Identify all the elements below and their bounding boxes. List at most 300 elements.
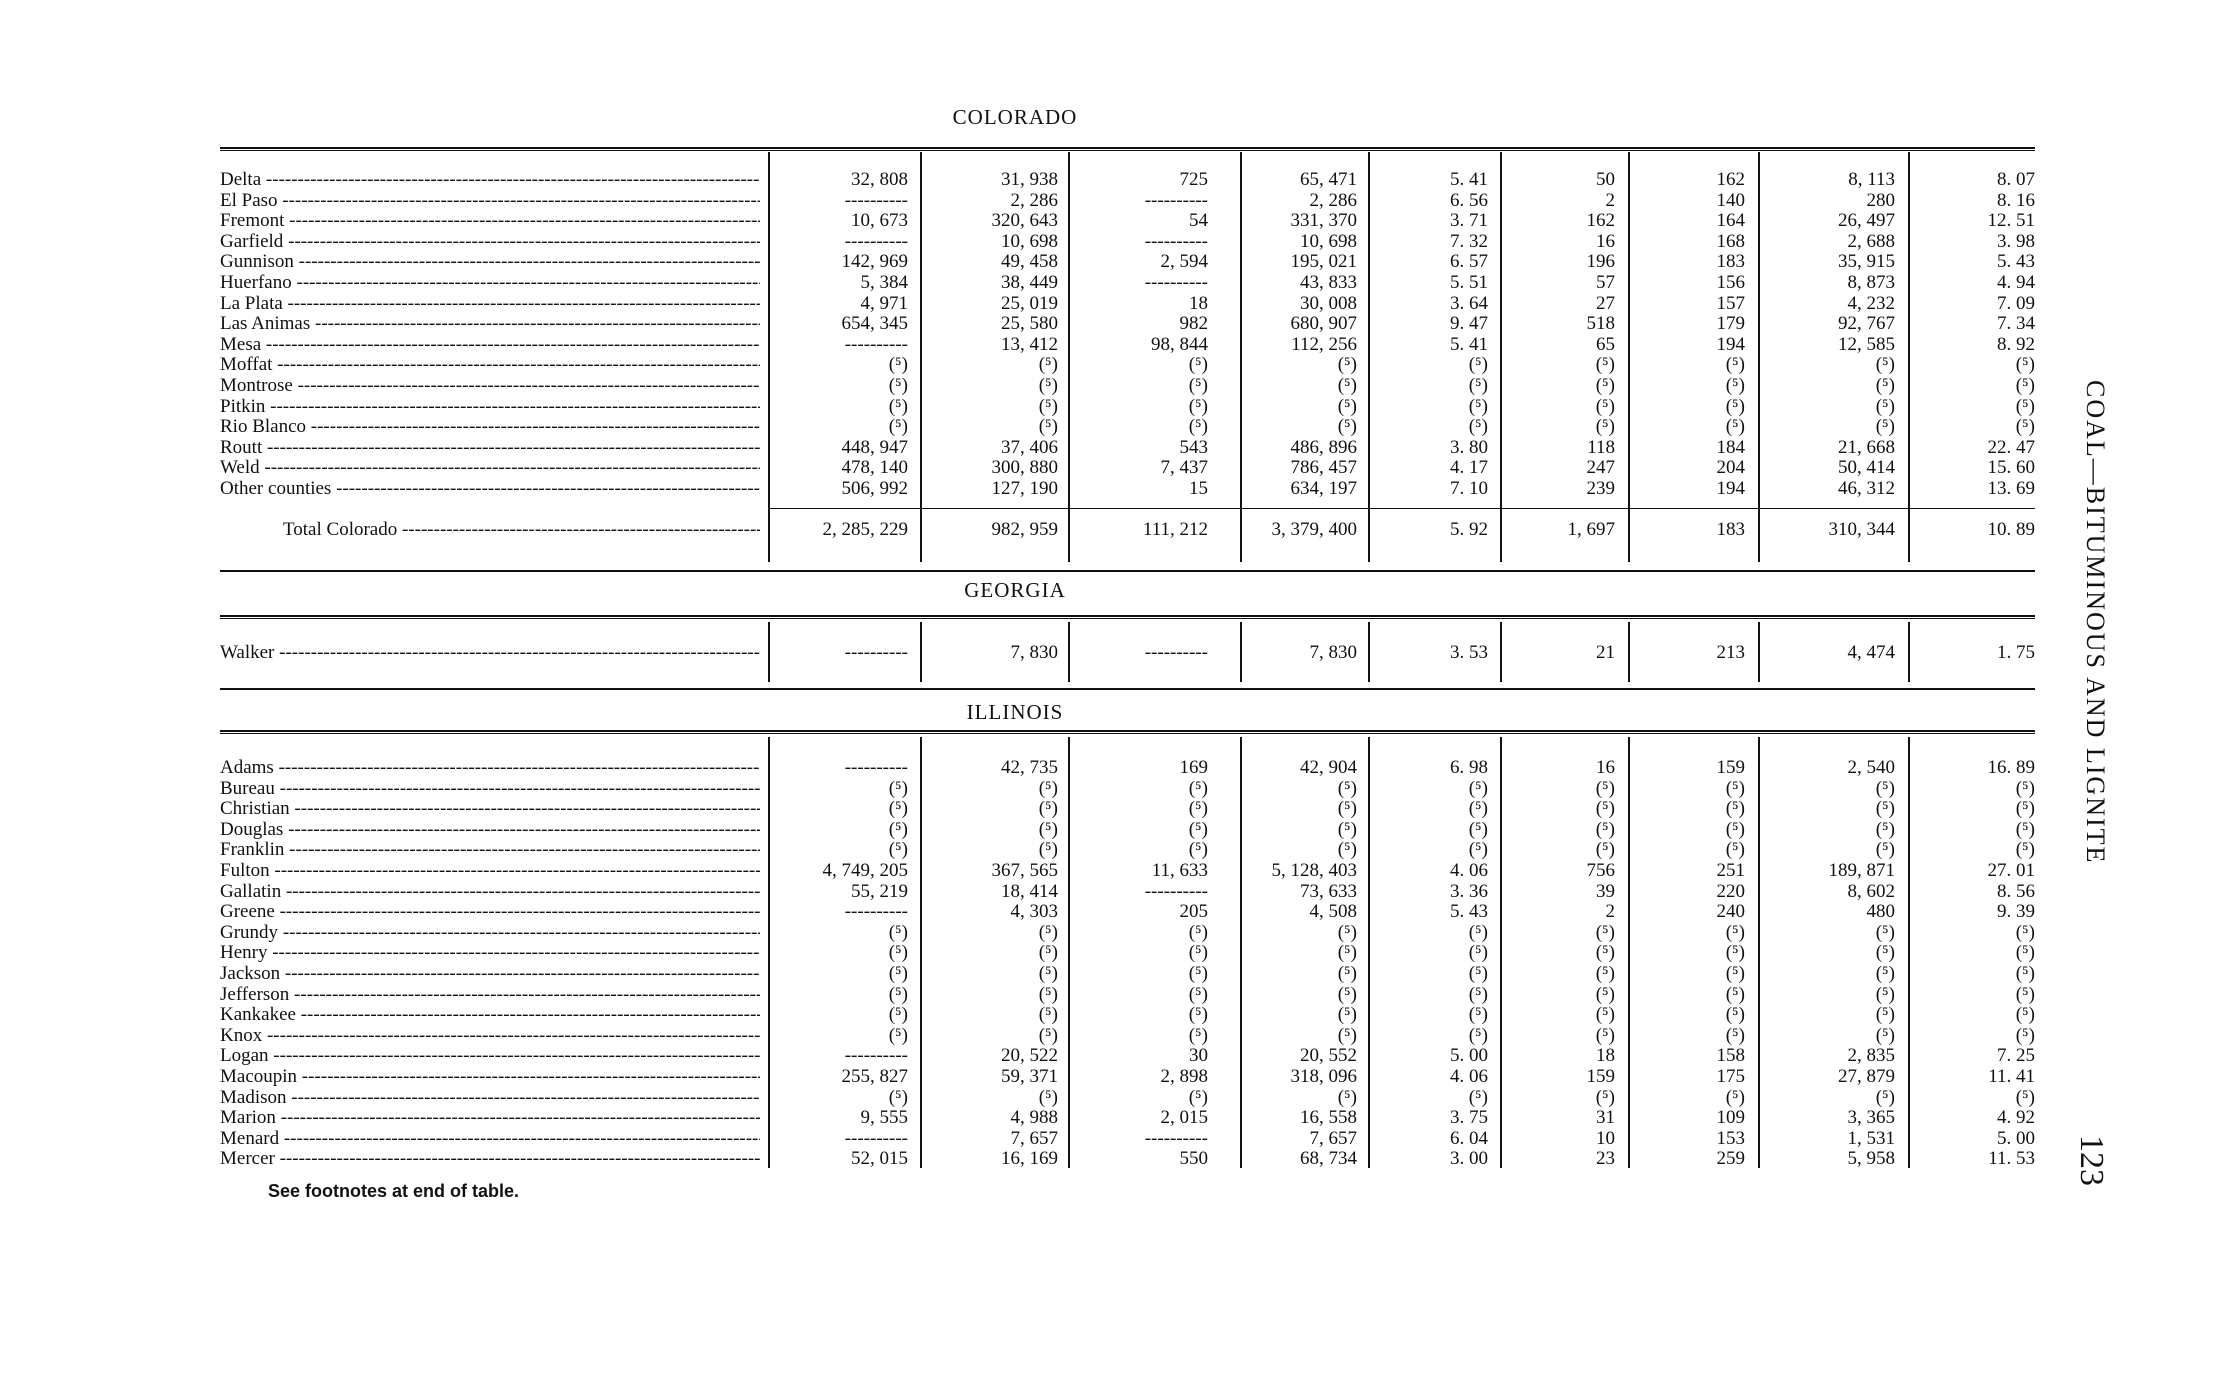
table-cell: (⁵) bbox=[1595, 942, 1615, 964]
table-cell: (⁵) bbox=[1725, 798, 1745, 820]
table-cell: 31 bbox=[1596, 1107, 1615, 1129]
table-cell: 35, 915 bbox=[1838, 251, 1895, 273]
table-cell: (⁵) bbox=[1337, 839, 1357, 861]
table-cell: 21, 668 bbox=[1838, 436, 1895, 458]
table-cell: (⁵) bbox=[1188, 416, 1208, 438]
table-cell: (⁵) bbox=[1188, 375, 1208, 396]
table-cell: (⁵) bbox=[1038, 777, 1058, 799]
table-cell: 140 bbox=[1716, 189, 1745, 211]
table-cell: 32, 808 bbox=[851, 169, 908, 190]
table-cell: ---------- bbox=[844, 1127, 908, 1149]
table-cell: 5. 00 bbox=[1450, 1045, 1488, 1067]
table-cell: 159 bbox=[1716, 757, 1745, 778]
table-cell: ---------- bbox=[1144, 230, 1208, 252]
table-cell: 157 bbox=[1716, 292, 1745, 314]
table-cell: 55, 219 bbox=[851, 880, 908, 902]
county-name: Huerfano ----- bbox=[220, 273, 760, 293]
table-cell: 2, 015 bbox=[1160, 1107, 1208, 1129]
table-cell: 52, 015 bbox=[851, 1148, 908, 1170]
county-name: Greene ----- bbox=[220, 902, 760, 922]
county-name: La Plata ----- bbox=[220, 294, 760, 314]
table-cell: (⁵) bbox=[1188, 818, 1208, 840]
table-cell: 213 bbox=[1716, 642, 1745, 663]
table-row bbox=[0, 170, 2040, 190]
table-cell: (⁵) bbox=[1875, 921, 1895, 943]
table-cell: 42, 735 bbox=[1001, 757, 1058, 778]
table-row bbox=[0, 294, 2040, 314]
table-cell: 20, 552 bbox=[1300, 1045, 1357, 1067]
table-cell: 175 bbox=[1716, 1066, 1745, 1087]
table-cell: 164 bbox=[1716, 210, 1745, 232]
table-row bbox=[0, 1067, 2040, 1087]
table-row bbox=[0, 397, 2040, 417]
table-cell: 6. 57 bbox=[1450, 251, 1488, 273]
county-name: Moffat ----- bbox=[220, 355, 760, 375]
table-cell: 4. 17 bbox=[1450, 457, 1488, 479]
table-cell: 16 bbox=[1596, 757, 1615, 778]
table-cell: (⁵) bbox=[1337, 777, 1357, 799]
table-cell: 194 bbox=[1716, 478, 1745, 499]
table-cell: 480 bbox=[1866, 901, 1895, 923]
table-cell: (⁵) bbox=[1188, 983, 1208, 1005]
table-cell: 2, 898 bbox=[1160, 1066, 1208, 1087]
table-cell: 73, 633 bbox=[1300, 880, 1357, 902]
table-cell: 634, 197 bbox=[1290, 478, 1357, 499]
county-name: Gunnison ----- bbox=[220, 252, 760, 272]
table-row bbox=[0, 376, 2040, 396]
table-cell: 92, 767 bbox=[1838, 313, 1895, 335]
county-name: Jackson ----- bbox=[220, 964, 760, 984]
table-cell: (⁵) bbox=[1337, 1024, 1357, 1046]
table-cell: 15 bbox=[1189, 478, 1208, 499]
side-header: COAL—BITUMINOUS AND LIGNITE bbox=[2081, 380, 2110, 865]
table-cell: 367, 565 bbox=[991, 860, 1058, 881]
table-cell: (⁵) bbox=[2015, 395, 2035, 417]
table-cell: (⁵) bbox=[888, 942, 908, 964]
table-cell: 23 bbox=[1596, 1148, 1615, 1170]
table-row bbox=[0, 923, 2040, 943]
county-name: El Paso ----- bbox=[220, 191, 760, 211]
total-cell: 1, 697 bbox=[1567, 519, 1615, 540]
table-cell: ---------- bbox=[844, 642, 908, 663]
table-cell: (⁵) bbox=[1468, 1004, 1488, 1026]
table-cell: 5. 43 bbox=[1997, 251, 2035, 273]
table-cell: 10, 673 bbox=[851, 210, 908, 232]
table-cell: (⁵) bbox=[1188, 1004, 1208, 1026]
table-cell: (⁵) bbox=[1595, 839, 1615, 861]
table-cell: 7. 10 bbox=[1450, 478, 1488, 499]
table-cell: 16 bbox=[1596, 230, 1615, 252]
table-cell: 31, 938 bbox=[1001, 169, 1058, 190]
table-cell: 42, 904 bbox=[1300, 757, 1357, 778]
table-cell: 39 bbox=[1596, 880, 1615, 902]
table-cell: 7. 09 bbox=[1997, 292, 2035, 314]
table-cell: 2, 286 bbox=[1010, 189, 1058, 211]
total-cell: 5. 92 bbox=[1450, 519, 1488, 540]
table-cell: 16, 169 bbox=[1001, 1148, 1058, 1170]
table-cell: (⁵) bbox=[1468, 921, 1488, 943]
table-cell: 725 bbox=[1179, 169, 1208, 190]
table-cell: 59, 371 bbox=[1001, 1066, 1058, 1087]
table-cell: 8. 56 bbox=[1997, 880, 2035, 902]
table-cell: (⁵) bbox=[1595, 818, 1615, 840]
table-row bbox=[0, 1149, 2040, 1169]
county-name: Other counties ----- bbox=[220, 479, 760, 499]
table-cell: (⁵) bbox=[2015, 777, 2035, 799]
table-cell: 158 bbox=[1716, 1045, 1745, 1067]
table-cell: (⁵) bbox=[888, 1024, 908, 1046]
table-row bbox=[0, 820, 2040, 840]
table-cell: 3. 53 bbox=[1450, 642, 1488, 663]
table-cell: 68, 734 bbox=[1300, 1148, 1357, 1170]
table-cell: ---------- bbox=[1144, 1127, 1208, 1149]
table-cell: (⁵) bbox=[1595, 1004, 1615, 1026]
table-cell: 159 bbox=[1586, 1066, 1615, 1087]
table-cell: 18 bbox=[1189, 292, 1208, 314]
table-cell: (⁵) bbox=[1337, 395, 1357, 417]
table-cell: 7, 830 bbox=[1010, 642, 1058, 663]
table-cell: (⁵) bbox=[1468, 1086, 1488, 1108]
table-cell: 320, 643 bbox=[991, 210, 1058, 232]
table-cell: 25, 019 bbox=[1001, 292, 1058, 314]
table-cell: 2 bbox=[1605, 189, 1615, 211]
table-cell: 318, 096 bbox=[1290, 1066, 1357, 1087]
table-cell: 3. 71 bbox=[1450, 210, 1488, 232]
county-name: Weld ----- bbox=[220, 458, 760, 478]
table-cell: 43, 833 bbox=[1300, 272, 1357, 293]
table-row bbox=[0, 273, 2040, 293]
table-cell: 6. 04 bbox=[1450, 1127, 1488, 1149]
table-cell: ---------- bbox=[844, 757, 908, 778]
table-cell: (⁵) bbox=[1188, 1086, 1208, 1108]
table-cell: (⁵) bbox=[2015, 921, 2035, 943]
table-cell: 10, 698 bbox=[1300, 230, 1357, 252]
county-name: Fulton ----- bbox=[220, 861, 760, 881]
table-cell: 65, 471 bbox=[1300, 169, 1357, 190]
county-name: Marion ----- bbox=[220, 1108, 760, 1128]
table-cell: (⁵) bbox=[2015, 354, 2035, 376]
table-row bbox=[0, 438, 2040, 458]
county-name: Walker ----- bbox=[220, 643, 760, 663]
footnote: See footnotes at end of table. bbox=[268, 1181, 520, 1201]
table-cell: (⁵) bbox=[1875, 1086, 1895, 1108]
county-name: Mesa ----- bbox=[220, 335, 760, 355]
table-cell: 4, 988 bbox=[1010, 1107, 1058, 1129]
table-cell: 2 bbox=[1605, 901, 1615, 923]
table-cell: (⁵) bbox=[1468, 375, 1488, 396]
table-cell: (⁵) bbox=[1468, 354, 1488, 376]
table-row bbox=[0, 1129, 2040, 1149]
table-cell: ---------- bbox=[844, 189, 908, 211]
table-cell: 27. 01 bbox=[1987, 860, 2035, 881]
table-row bbox=[0, 1108, 2040, 1128]
county-name: Garfield ----- bbox=[220, 232, 760, 252]
table-cell: (⁵) bbox=[1875, 839, 1895, 861]
table-cell: (⁵) bbox=[1468, 798, 1488, 820]
table-cell: 5, 384 bbox=[860, 272, 908, 293]
table-cell: (⁵) bbox=[2015, 963, 2035, 984]
table-cell: 5. 43 bbox=[1450, 901, 1488, 923]
table-cell: 11. 41 bbox=[1988, 1066, 2035, 1087]
table-cell: (⁵) bbox=[1337, 354, 1357, 376]
table-cell: (⁵) bbox=[1337, 1004, 1357, 1026]
table-cell: (⁵) bbox=[1337, 983, 1357, 1005]
table-cell: (⁵) bbox=[1188, 1024, 1208, 1046]
table-cell: 205 bbox=[1179, 901, 1208, 923]
table-cell: 8, 873 bbox=[1847, 272, 1895, 293]
table-cell: (⁵) bbox=[1725, 942, 1745, 964]
rule bbox=[220, 615, 2035, 617]
table-row bbox=[0, 964, 2040, 984]
table-cell: 7, 657 bbox=[1309, 1127, 1357, 1149]
table-cell: 448, 947 bbox=[841, 436, 908, 458]
table-cell: 3, 365 bbox=[1847, 1107, 1895, 1129]
table-cell: ---------- bbox=[1144, 189, 1208, 211]
table-cell: 26, 497 bbox=[1838, 210, 1895, 232]
table-cell: 127, 190 bbox=[991, 478, 1058, 499]
page-number: 123 bbox=[2073, 1135, 2110, 1186]
table-cell: 16, 558 bbox=[1300, 1107, 1357, 1129]
section-title: GEORGIA bbox=[964, 578, 1066, 602]
table-cell: (⁵) bbox=[1468, 416, 1488, 438]
table-cell: (⁵) bbox=[1725, 1024, 1745, 1046]
table-cell: (⁵) bbox=[1188, 395, 1208, 417]
table-row bbox=[0, 1088, 2040, 1108]
county-name: Las Animas ----- bbox=[220, 314, 760, 334]
table-cell: 251 bbox=[1716, 860, 1745, 881]
table-cell: 21 bbox=[1596, 642, 1615, 663]
table-cell: (⁵) bbox=[1875, 777, 1895, 799]
table-cell: (⁵) bbox=[1875, 818, 1895, 840]
table-cell: 239 bbox=[1586, 478, 1615, 499]
total-label: Total Colorado ----- bbox=[283, 520, 760, 540]
table-cell: 109 bbox=[1716, 1107, 1745, 1129]
table-row bbox=[0, 779, 2040, 799]
table-cell: 7. 32 bbox=[1450, 230, 1488, 252]
table-cell: 30, 008 bbox=[1300, 292, 1357, 314]
table-cell: 4. 92 bbox=[1997, 1107, 2035, 1129]
table-cell: (⁵) bbox=[1188, 777, 1208, 799]
table-cell: (⁵) bbox=[2015, 818, 2035, 840]
total-cell: 982, 959 bbox=[991, 519, 1058, 540]
county-name: Jefferson ----- bbox=[220, 985, 760, 1005]
table-cell: (⁵) bbox=[888, 1086, 908, 1108]
table-cell: 7, 830 bbox=[1309, 642, 1357, 663]
table-cell: ---------- bbox=[844, 333, 908, 355]
table-row bbox=[0, 882, 2040, 902]
table-cell: (⁵) bbox=[1595, 921, 1615, 943]
table-row bbox=[0, 861, 2040, 881]
county-name: Franklin ----- bbox=[220, 840, 760, 860]
table-cell: (⁵) bbox=[1337, 1086, 1357, 1108]
table-cell: (⁵) bbox=[1188, 963, 1208, 984]
table-cell: 8. 92 bbox=[1997, 333, 2035, 355]
table-cell: (⁵) bbox=[1468, 963, 1488, 984]
table-cell: (⁵) bbox=[1038, 375, 1058, 396]
table-row bbox=[0, 799, 2040, 819]
total-cell: 310, 344 bbox=[1828, 519, 1895, 540]
table-cell: 153 bbox=[1716, 1127, 1745, 1149]
table-cell: 54 bbox=[1189, 210, 1208, 232]
table-cell: (⁵) bbox=[1595, 375, 1615, 396]
table-cell: 280 bbox=[1866, 189, 1895, 211]
table-cell: (⁵) bbox=[1337, 375, 1357, 396]
table-cell: (⁵) bbox=[1038, 1004, 1058, 1026]
table-cell: (⁵) bbox=[888, 983, 908, 1005]
table-cell: 4. 94 bbox=[1997, 272, 2035, 293]
table-cell: (⁵) bbox=[1038, 395, 1058, 417]
county-name: Routt ----- bbox=[220, 438, 760, 458]
total-cell: 10. 89 bbox=[1987, 519, 2035, 540]
table-cell: (⁵) bbox=[1337, 798, 1357, 820]
table-cell: 478, 140 bbox=[841, 457, 908, 479]
county-name: Logan ----- bbox=[220, 1046, 760, 1066]
total-cell: 2, 285, 229 bbox=[822, 519, 908, 540]
table-cell: (⁵) bbox=[1875, 354, 1895, 376]
table-cell: 5. 41 bbox=[1450, 333, 1488, 355]
table-row bbox=[0, 1026, 2040, 1046]
table-cell: 37, 406 bbox=[1001, 436, 1058, 458]
table-cell: (⁵) bbox=[1337, 921, 1357, 943]
table-cell: (⁵) bbox=[1595, 777, 1615, 799]
table-cell: 5. 41 bbox=[1450, 169, 1488, 190]
county-name: Madison ----- bbox=[220, 1088, 760, 1108]
table-cell: (⁵) bbox=[1875, 1004, 1895, 1026]
table-cell: 7, 437 bbox=[1160, 457, 1208, 479]
table-cell: 50, 414 bbox=[1838, 457, 1895, 479]
table-cell: 1. 75 bbox=[1997, 642, 2035, 663]
table-cell: (⁵) bbox=[1725, 839, 1745, 861]
table-cell: 195, 021 bbox=[1290, 251, 1357, 273]
table-cell: (⁵) bbox=[1038, 416, 1058, 438]
rule bbox=[220, 570, 2035, 572]
table-cell: (⁵) bbox=[1038, 798, 1058, 820]
table-row bbox=[0, 943, 2040, 963]
table-cell: 8, 602 bbox=[1847, 880, 1895, 902]
table-cell: 12, 585 bbox=[1838, 333, 1895, 355]
table-cell: (⁵) bbox=[1038, 1024, 1058, 1046]
table-cell: 169 bbox=[1179, 757, 1208, 778]
table-cell: 4, 971 bbox=[860, 292, 908, 314]
table-cell: (⁵) bbox=[1875, 798, 1895, 820]
table-cell: (⁵) bbox=[1038, 983, 1058, 1005]
county-name: Grundy ----- bbox=[220, 923, 760, 943]
table-cell: (⁵) bbox=[2015, 1004, 2035, 1026]
table-cell: 112, 256 bbox=[1291, 333, 1357, 355]
table-cell: (⁵) bbox=[1188, 921, 1208, 943]
table-cell: 38, 449 bbox=[1001, 272, 1058, 293]
table-row bbox=[0, 758, 2040, 778]
table-cell: (⁵) bbox=[1038, 354, 1058, 376]
table-cell: 756 bbox=[1586, 860, 1615, 881]
table-cell: 4, 474 bbox=[1847, 642, 1895, 663]
county-name: Bureau ----- bbox=[220, 779, 760, 799]
table-cell: 2, 540 bbox=[1847, 757, 1895, 778]
table-cell: (⁵) bbox=[888, 798, 908, 820]
table-cell: 9. 39 bbox=[1997, 901, 2035, 923]
table-cell: 4, 232 bbox=[1847, 292, 1895, 314]
table-cell: 1, 531 bbox=[1847, 1127, 1895, 1149]
county-name: Menard ----- bbox=[220, 1129, 760, 1149]
table-cell: (⁵) bbox=[1337, 963, 1357, 984]
table-cell: 543 bbox=[1179, 436, 1208, 458]
table-cell: (⁵) bbox=[1875, 963, 1895, 984]
table-cell: 13. 69 bbox=[1987, 478, 2035, 499]
table-cell: (⁵) bbox=[1337, 416, 1357, 438]
table-row bbox=[0, 417, 2040, 437]
table-cell: 2, 286 bbox=[1309, 189, 1357, 211]
rule bbox=[220, 150, 2035, 151]
table-cell: (⁵) bbox=[888, 375, 908, 396]
rule bbox=[220, 147, 2035, 149]
table-cell: 7, 657 bbox=[1010, 1127, 1058, 1149]
section-title: ILLINOIS bbox=[966, 700, 1064, 724]
table-cell: (⁵) bbox=[1595, 416, 1615, 438]
table-cell: (⁵) bbox=[1038, 818, 1058, 840]
table-cell: ---------- bbox=[844, 230, 908, 252]
table-cell: 6. 98 bbox=[1450, 757, 1488, 778]
table-cell: (⁵) bbox=[888, 963, 908, 984]
table-cell: 11. 53 bbox=[1988, 1148, 2035, 1170]
total-row bbox=[0, 520, 2040, 540]
table-cell: 331, 370 bbox=[1290, 210, 1357, 232]
total-cell: 3, 379, 400 bbox=[1271, 519, 1357, 540]
table-cell: 4, 508 bbox=[1309, 901, 1357, 923]
table-cell: (⁵) bbox=[2015, 416, 2035, 438]
table-cell: (⁵) bbox=[1725, 921, 1745, 943]
table-cell: 25, 580 bbox=[1001, 313, 1058, 335]
table-cell: (⁵) bbox=[1875, 416, 1895, 438]
table-cell: 486, 896 bbox=[1290, 436, 1357, 458]
table-cell: (⁵) bbox=[1595, 1024, 1615, 1046]
table-cell: (⁵) bbox=[1468, 818, 1488, 840]
table-cell: (⁵) bbox=[1725, 983, 1745, 1005]
table-row bbox=[0, 314, 2040, 334]
table-cell: (⁵) bbox=[888, 777, 908, 799]
table-cell: 3. 80 bbox=[1450, 436, 1488, 458]
table-cell: 8, 113 bbox=[1848, 169, 1895, 190]
table-cell: ---------- bbox=[844, 901, 908, 923]
table-cell: 247 bbox=[1586, 457, 1615, 479]
table-cell: (⁵) bbox=[1595, 354, 1615, 376]
table-cell: 10, 698 bbox=[1001, 230, 1058, 252]
table-cell: 142, 969 bbox=[841, 251, 908, 273]
table-cell: 4. 06 bbox=[1450, 1066, 1488, 1087]
table-cell: (⁵) bbox=[1188, 354, 1208, 376]
table-cell: 11, 633 bbox=[1151, 860, 1208, 881]
table-cell: (⁵) bbox=[1468, 942, 1488, 964]
table-cell: 3. 98 bbox=[1997, 230, 2035, 252]
table-row bbox=[0, 191, 2040, 211]
table-cell: 50 bbox=[1596, 169, 1615, 190]
table-cell: 786, 457 bbox=[1290, 457, 1357, 479]
table-cell: 204 bbox=[1716, 457, 1745, 479]
table-cell: 654, 345 bbox=[841, 313, 908, 335]
table-cell: (⁵) bbox=[2015, 839, 2035, 861]
table-cell: (⁵) bbox=[1725, 395, 1745, 417]
table-cell: 259 bbox=[1716, 1148, 1745, 1170]
table-cell: 2, 594 bbox=[1160, 251, 1208, 273]
table-cell: (⁵) bbox=[1038, 839, 1058, 861]
table-cell: 13, 412 bbox=[1001, 333, 1058, 355]
table-cell: 162 bbox=[1716, 169, 1745, 190]
table-cell: 49, 458 bbox=[1001, 251, 1058, 273]
rule bbox=[220, 730, 2035, 732]
table-cell: 3. 00 bbox=[1450, 1148, 1488, 1170]
table-cell: (⁵) bbox=[1725, 416, 1745, 438]
table-cell: (⁵) bbox=[1725, 1086, 1745, 1108]
table-cell: (⁵) bbox=[1337, 942, 1357, 964]
